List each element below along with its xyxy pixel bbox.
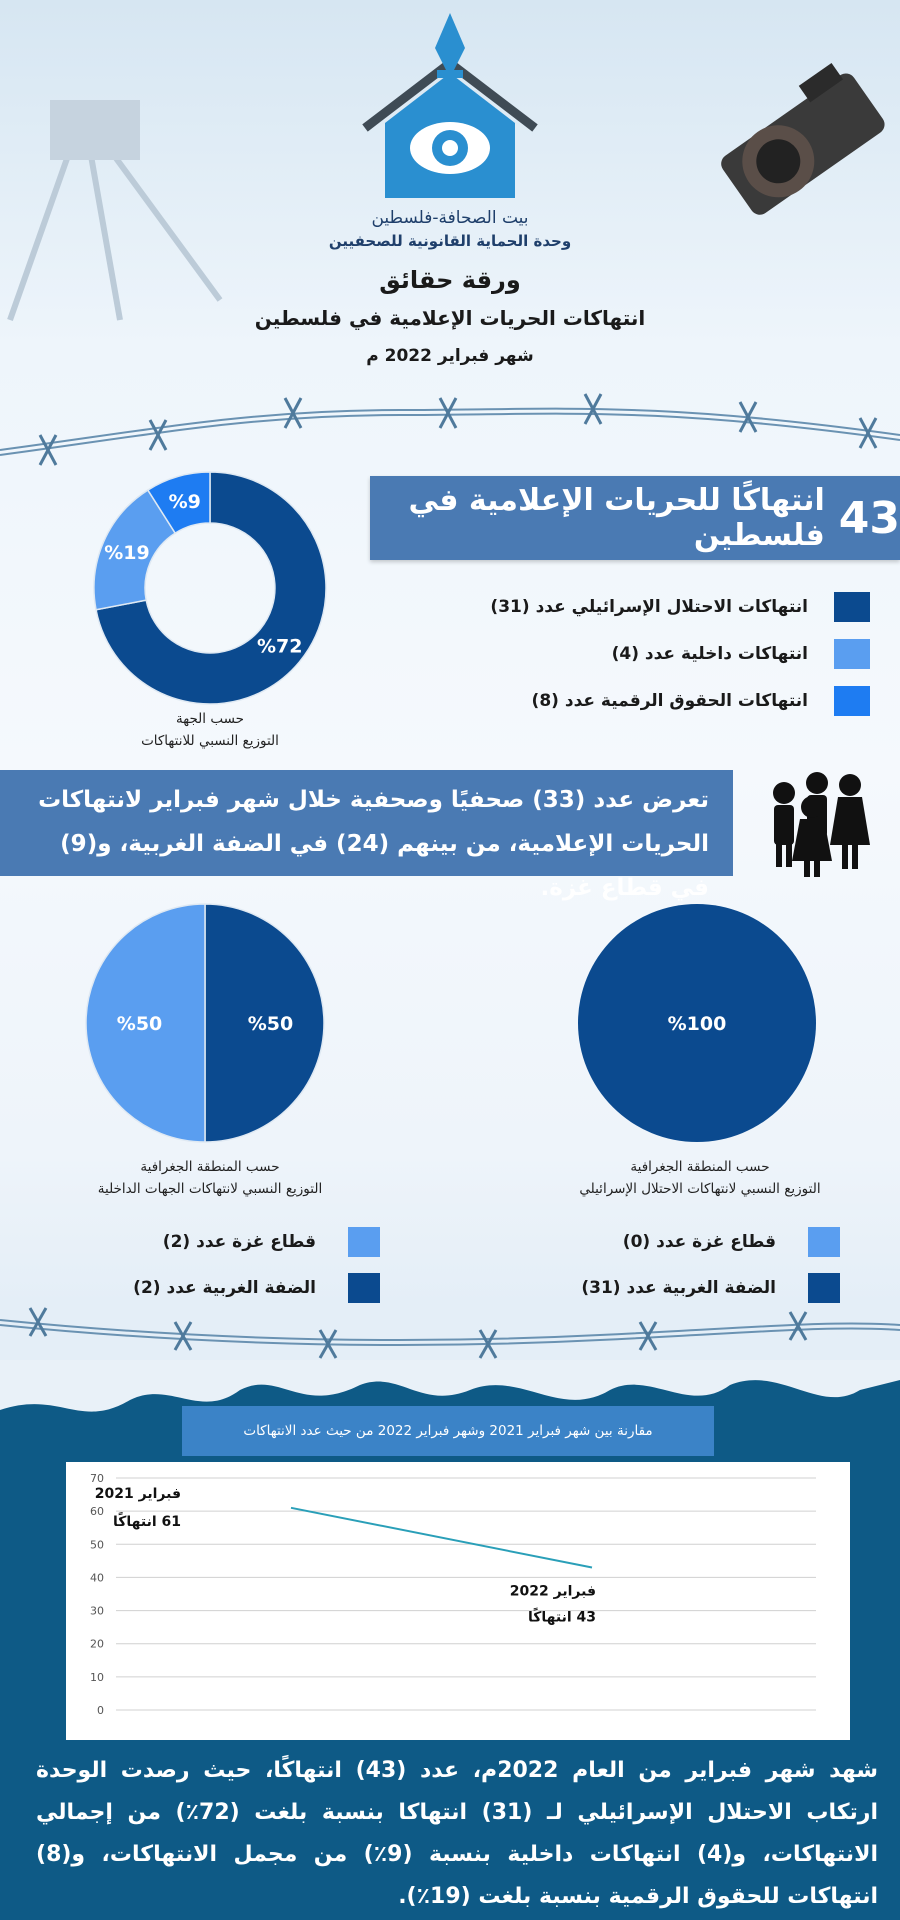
- press-house-logo: [335, 8, 565, 208]
- summary-paragraph: شهد شهر فبراير من العام 2022م، عدد (43) انتهاكًا، حيث رصدت الوحدة ارتكاب الاحتلال الإسرائيلي لـ (31) انتهاكا بنسبة بلغت (72٪) من إجمالي الانتهاكات، و(4) انتهاكات داخلية بنسبة (9٪) من مجمل الانتهاكات، و(8) انتهاكات للحقوق الرقمية بنسبة بلغت (19٪).: [36, 1758, 878, 1909]
- pie-internal-caption-line1: حسب المنطقة الجغرافية: [140, 1159, 280, 1175]
- pie-occupation-caption-line1: حسب المنطقة الجغرافية: [630, 1159, 770, 1175]
- legend-label: انتهاكات الحقوق الرقمية عدد (8): [531, 691, 808, 711]
- pie-occupation-caption: [540, 1156, 860, 1200]
- donut-caption: [60, 708, 360, 752]
- page-title: ورقة حقائق: [379, 266, 521, 294]
- legend-swatch: [834, 592, 870, 622]
- legend-swatch: [808, 1273, 840, 1303]
- internal-legend: [80, 1224, 380, 1306]
- pie-occupation-caption-line2: التوزيع النسبي لانتهاكات الاحتلال الإسرائيلي: [579, 1181, 821, 1197]
- y-tick-label: 30: [90, 1604, 104, 1618]
- legend-swatch: [348, 1273, 380, 1303]
- total-text: انتهاكًا للحريات الإعلامية في فلسطين: [408, 483, 825, 553]
- legend-item: [80, 1224, 380, 1260]
- y-tick-label: 70: [90, 1472, 104, 1485]
- pie-chart-occupation: [574, 900, 820, 1146]
- party-legend: [460, 588, 870, 720]
- pie-chart-internal: [82, 900, 328, 1146]
- data-annotation: فبراير 2021: [94, 1485, 181, 1502]
- legend-swatch: [808, 1227, 840, 1257]
- y-tick-label: 0: [97, 1704, 104, 1717]
- legend-label: قطاع غزة عدد (2): [162, 1232, 316, 1252]
- occupation-legend: [550, 1224, 840, 1306]
- pie-label: %50: [116, 1013, 163, 1035]
- y-tick-label: 40: [90, 1571, 104, 1585]
- legend-label: انتهاكات داخلية عدد (4): [611, 644, 808, 664]
- data-annotation: 61 انتهاكًا: [112, 1513, 181, 1530]
- report-period: شهر فبراير 2022 م: [366, 346, 534, 366]
- legend-item: [460, 588, 870, 626]
- y-tick-label: 60: [90, 1505, 104, 1519]
- y-tick-label: 50: [90, 1538, 104, 1552]
- people-icon: [762, 765, 890, 880]
- total-number: 43: [838, 492, 900, 544]
- legend-swatch: [348, 1227, 380, 1257]
- pie-label: %9: [168, 491, 201, 514]
- barbed-wire-divider: [0, 380, 900, 470]
- legend-label: انتهاكات الاحتلال الإسرائيلي عدد (31): [490, 597, 808, 617]
- journalists-banner: تعرض عدد (33) صحفيًا وصحفية خلال شهر فبراير لانتهاكات الحريات الإعلامية، من بينهم (24) في الضفة الغربية، و(9) في قطاع غزة.: [0, 770, 733, 876]
- legend-swatch: [834, 686, 870, 716]
- pie-label: %19: [104, 542, 150, 565]
- legend-item: [550, 1224, 840, 1260]
- legend-label: قطاع غزة عدد (0): [622, 1232, 776, 1252]
- legend-swatch: [834, 639, 870, 669]
- comparison-title: مقارنة بين شهر فبراير 2021 وشهر فبراير 2022 من حيث عدد الانتهاكات: [182, 1406, 714, 1456]
- legend-item: [80, 1270, 380, 1306]
- brand-name: بيت الصحافة-فلسطين: [371, 208, 529, 228]
- page-subtitle: انتهاكات الحريات الإعلامية في فلسطين: [254, 306, 646, 330]
- pie-label: %50: [247, 1013, 294, 1035]
- series-line: [291, 1508, 592, 1568]
- legend-item: [460, 635, 870, 673]
- pie-label: %100: [667, 1013, 727, 1035]
- comparison-chart-panel: [66, 1462, 850, 1740]
- data-annotation: فبراير 2022: [509, 1583, 596, 1600]
- donut-caption-line1: حسب الجهة: [176, 711, 244, 727]
- donut-caption-line2: التوزيع النسبي للانتهاكات: [141, 733, 279, 749]
- pie-label: %72: [256, 635, 303, 658]
- data-annotation: 43 انتهاكًا: [527, 1609, 596, 1626]
- y-tick-label: 20: [90, 1637, 104, 1651]
- pie-internal-caption: [40, 1156, 380, 1200]
- legend-item: [460, 682, 870, 720]
- legend-item: [550, 1270, 840, 1306]
- pie-internal-caption-line2: التوزيع النسبي لانتهاكات الجهات الداخلية: [97, 1181, 323, 1197]
- barbed-wire-divider-2: [0, 1300, 900, 1370]
- total-violations-banner: [370, 476, 900, 560]
- legend-label: الضفة الغربية عدد (2): [133, 1278, 316, 1298]
- y-tick-label: 10: [90, 1670, 104, 1684]
- legend-label: الضفة الغربية عدد (31): [581, 1278, 776, 1298]
- line-chart: [66, 1462, 850, 1740]
- donut-chart-by-party: [90, 468, 330, 708]
- unit-name: وحدة الحماية القانونية للصحفيين: [328, 232, 572, 250]
